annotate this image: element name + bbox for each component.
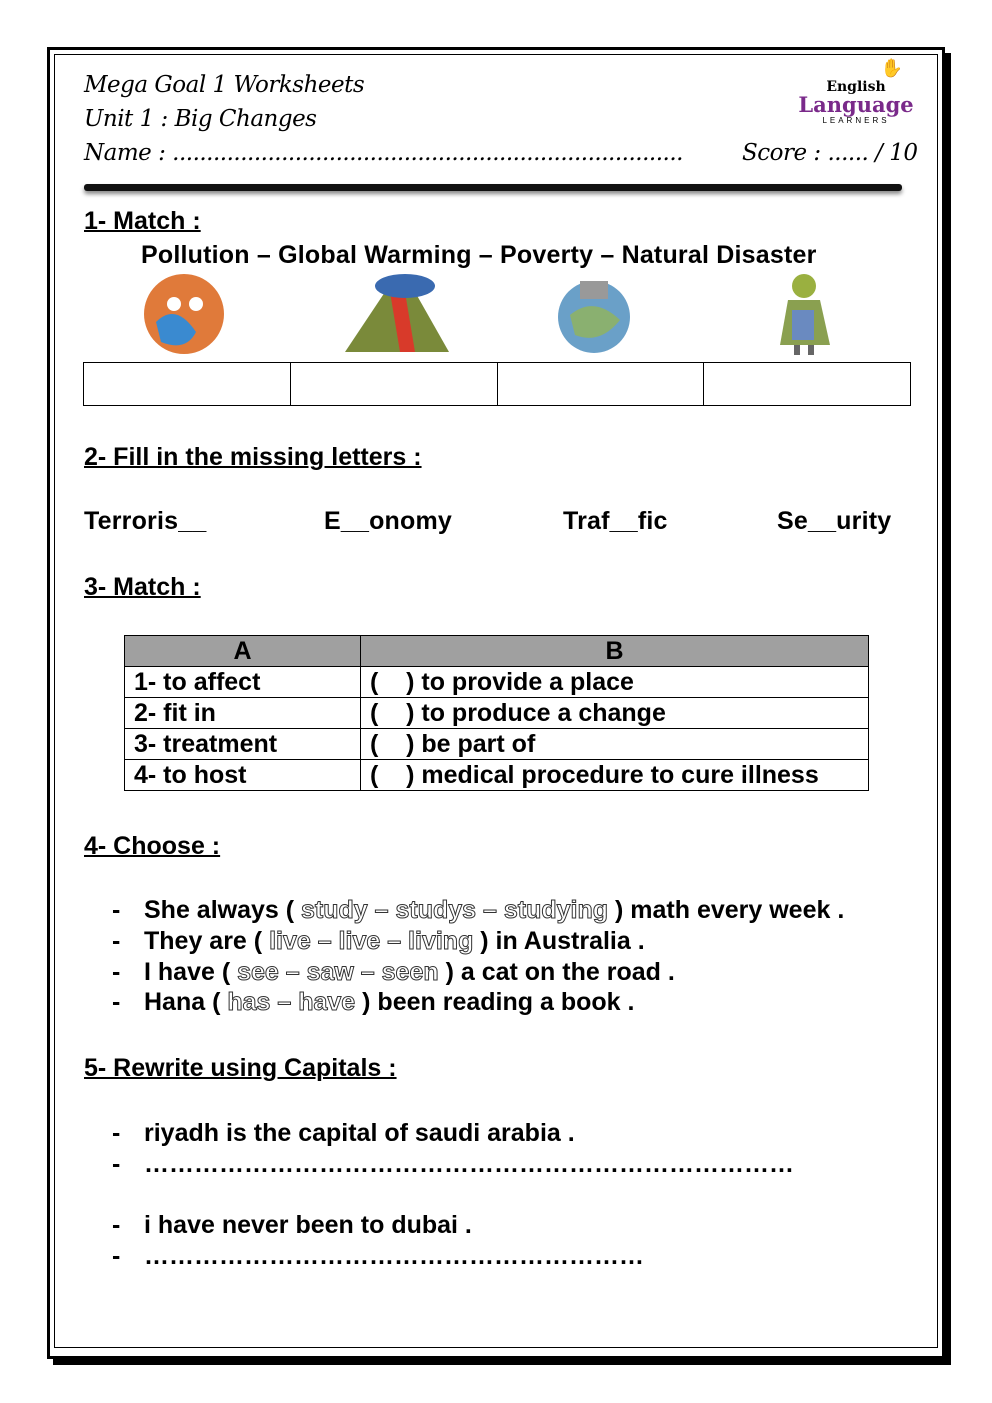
- choice-options[interactable]: study – studys – studying: [301, 896, 609, 924]
- sick-earth-icon: [136, 272, 232, 356]
- missing-word: E__onomy: [324, 507, 453, 535]
- match-table: [124, 635, 869, 791]
- header-divider: [84, 184, 902, 191]
- worksheet-title: Mega Goal 1 Worksheets: [84, 72, 365, 98]
- sentence-start: Hana (: [144, 988, 228, 1016]
- answer-box[interactable]: [704, 363, 910, 405]
- dash: -: [112, 1242, 121, 1270]
- column-b-header: B: [361, 636, 869, 667]
- rewrite-sentence: [112, 1211, 472, 1240]
- choose-item: [112, 958, 675, 987]
- logo-text-english: English: [826, 79, 886, 95]
- missing-word: Traf__fic: [563, 507, 668, 535]
- section4-heading: 4- Choose :: [84, 832, 221, 860]
- term: 2- fit in: [125, 698, 361, 729]
- answer-line[interactable]: ……………………………………………………: [144, 1242, 644, 1270]
- dash: -: [112, 927, 121, 955]
- definition[interactable]: ( ) medical procedure to cure illness: [361, 760, 869, 791]
- missing-word: Terroris__: [84, 507, 207, 535]
- name-field[interactable]: Name : ...........................................................................: [84, 140, 683, 166]
- dash: -: [112, 1119, 121, 1147]
- rewrite-answer: [112, 1242, 644, 1271]
- sentence: riyadh is the capital of saudi arabia .: [144, 1119, 575, 1147]
- choose-item: [112, 988, 634, 1017]
- definition[interactable]: ( ) be part of: [361, 729, 869, 760]
- match-words: Pollution – Global Warming – Poverty – Natural Disaster: [141, 241, 817, 269]
- polluted-earth-icon: [550, 275, 638, 355]
- logo-text-language: Language: [798, 92, 914, 117]
- sentence-end: ) math every week .: [608, 896, 845, 924]
- section2-heading: 2- Fill in the missing letters :: [84, 443, 422, 471]
- dash: -: [112, 896, 121, 924]
- sentence-start: She always (: [144, 896, 302, 924]
- table-row: [125, 760, 869, 791]
- term: 4- to host: [125, 760, 361, 791]
- volcano-icon: [345, 272, 449, 358]
- term: 1- to affect: [125, 667, 361, 698]
- sentence-start: They are (: [144, 927, 270, 955]
- dash: -: [112, 958, 121, 986]
- choose-item: [112, 896, 844, 925]
- definition[interactable]: ( ) to provide a place: [361, 667, 869, 698]
- rewrite-sentence: [112, 1119, 575, 1148]
- poor-woman-icon: [770, 270, 840, 356]
- column-a-header: A: [125, 636, 361, 667]
- rewrite-answer: [112, 1150, 794, 1179]
- score-field: Score : ...... / 10: [742, 140, 918, 166]
- table-row: [125, 698, 869, 729]
- answer-box[interactable]: [84, 363, 291, 405]
- dash: -: [112, 1150, 121, 1178]
- choice-options[interactable]: see – saw – seen: [237, 958, 439, 986]
- choice-options[interactable]: has – have: [227, 988, 356, 1016]
- sentence: i have never been to dubai .: [144, 1211, 472, 1239]
- choose-item: [112, 927, 645, 956]
- sentence-end: ) been reading a book .: [355, 988, 635, 1016]
- logo: [795, 58, 917, 130]
- definition[interactable]: ( ) to produce a change: [361, 698, 869, 729]
- term: 3- treatment: [125, 729, 361, 760]
- table-row: [125, 729, 869, 760]
- hands-icon: ✋: [880, 58, 903, 78]
- dash: -: [112, 1211, 121, 1239]
- dash: -: [112, 988, 121, 1016]
- sentence-start: I have (: [144, 958, 238, 986]
- answer-box[interactable]: [498, 363, 705, 405]
- choice-options[interactable]: live – live – living: [269, 927, 474, 955]
- match-answer-boxes: [83, 362, 911, 406]
- section3-heading: 3- Match :: [84, 573, 201, 601]
- table-row: [125, 667, 869, 698]
- logo-text-learners: LEARNERS: [822, 116, 890, 125]
- answer-line[interactable]: ……………………………………………………………………: [144, 1150, 794, 1178]
- answer-box[interactable]: [291, 363, 498, 405]
- unit-title: Unit 1 : Big Changes: [84, 106, 317, 132]
- section5-heading: 5- Rewrite using Capitals :: [84, 1054, 397, 1082]
- sentence-end: ) in Australia .: [473, 927, 645, 955]
- section1-heading: 1- Match :: [84, 207, 201, 235]
- sentence-end: ) a cat on the road .: [438, 958, 675, 986]
- missing-word: Se__urity: [777, 507, 892, 535]
